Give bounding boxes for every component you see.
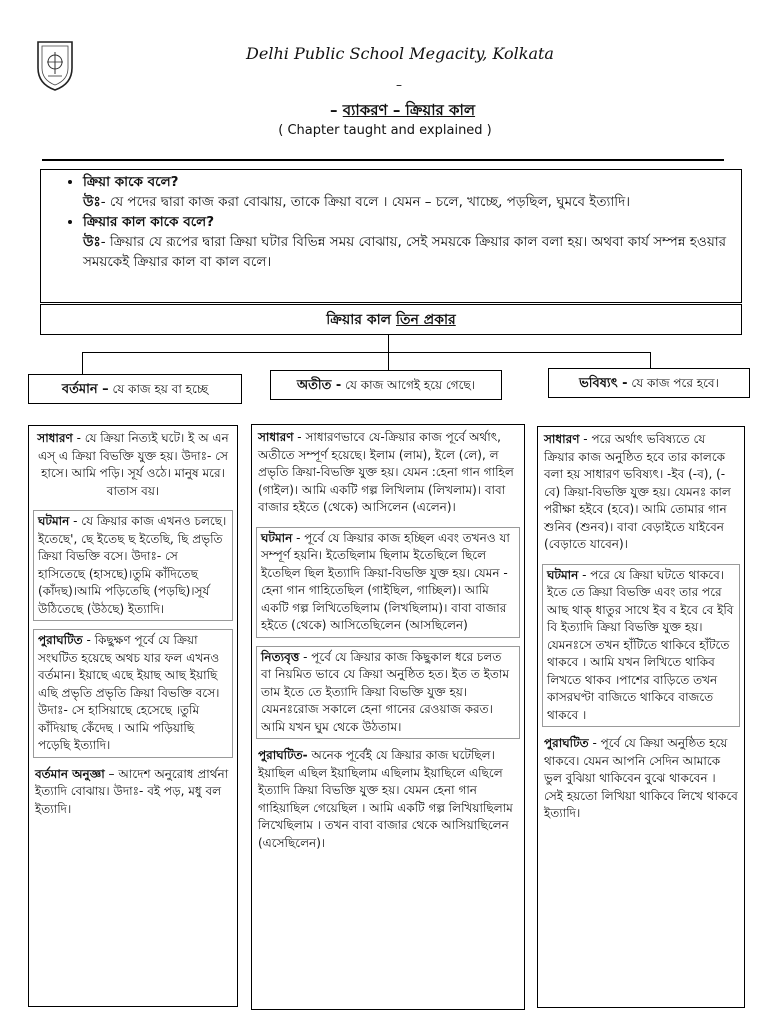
question-text: ক্রিয়া কাকে বলে? — [83, 174, 179, 190]
tense-future-header — [548, 368, 750, 398]
answer-prefix: উঃ — [83, 194, 101, 210]
tense-name: ভবিষ্যৎ - — [579, 376, 628, 391]
section-continuous: ঘটমান - পূর্বে যে ক্রিয়ার কাজ হচ্ছিল এবং তখনও যা সম্পূর্ণ হয়নি। ইতেছিলাম ছিলাম ইতেছিলে ছিলে ইতেছিল ছিল ইত্যাদি ক্রিয়া-বিভক্তি যুক্ত হয়। যেমন - হেনা গান গাহিতেছিল (গাইছিল, গাচ্ছিল)। আমি একটি গল্প লিখিতেছিলাম (লিখছিলাম)। বাবা বাজার হইতে (থেকে) আসিতেছিলেন (আসছিলেন) — [256, 527, 520, 638]
present-tense-column — [28, 425, 238, 1007]
connector-line — [388, 335, 389, 353]
tense-past-header — [270, 370, 502, 400]
section-continuous: ঘটমান - পরে যে ক্রিয়া ঘটতে থাকবে। ইতে তে ক্রিয়া বিভক্তি এবং তার পরে আছ থাক্ ধাতুর সাথে ইব ব ইবে বে ইবি বি ইত্যাদি ক্রিয়া বিভক্তি যুক্ত হয়। যেমনঃসে তখন হাঁটিতে থাকিবে হাঁটতে থাকবে । আমি যখন লিখিতে থাকিব লিখতে থাকব ।পাশের বাড়িতে তখন কাসরঘণ্টা বাজিতে থাকিবে বাজতে থাকবে । — [542, 564, 740, 728]
section-perfect: পুরাঘটিত- অনেক পূর্বেই যে ক্রিয়ার কাজ ঘটেছিল।ইয়াছিল এছিল ইয়াছিলাম এছিলাম ইয়াছিলে এছিলে ইত্যাদি ক্রিয়া বিভক্তি যুক্ত হয়। যেমন হেনা গান গাহিয়াছিল গেয়েছিল । আমি একটি গল্প লিখিয়াছিলাম লিখেছিলাম । তখন বাবা বাজার থেকে আসিয়াছিলেন (এসেছিলেন)। — [258, 748, 513, 850]
section-habitual: নিত্যবৃত্ত - পূর্বে যে ক্রিয়ার কাজ কিছুকাল ধরে চলত বা নিয়মিত ভাবে যে ক্রিয়া অনুষ্ঠিত হত। ইত ত ইতাম তাম ইতে তে ইত্যাদি ক্রিয়া বিভক্তি যুক্ত হয়। যেমনঃরোজ সকালে হেনা গানের রেওয়াজ করত। আমি যখন ঘুম থেকে উঠতাম। — [256, 646, 520, 740]
divider — [42, 159, 724, 161]
section-simple: সাধারণ - সাধারণভাবে যে-ক্রিয়ার কাজ পূর্বে অর্থাৎ, অতীতে সম্পূর্ণ হয়েছে। ইলাম (লাম), ইলে (লে), ল প্রভৃতি ক্রিয়া-বিভক্তি যুক্ত হয়। যেমন :হেনা গান গাহিল (গাইল)। আমি একটি গল্প লিখিলাম (লিখলাম)। বাবা বাজার হইতে (থেকে) আসিলেন (এলেন)। — [258, 430, 514, 514]
section-continuous: ঘটমান - যে ক্রিয়ার কাজ এখনও চলছে। ইতেছে', ছে ইতেছ ছ ইতেছি, ছি প্রভৃতি ক্রিয়া বিভক্তি বসে। উদাঃ- সে হাসিতেছে (হাসছে)।তুমি কাঁদিতেছ (কাঁদছ)।আমি পড়িতেছি (পড়ছি)।সূর্য উঠিতেছে (উঠছে) ইত্যাদি। — [33, 510, 233, 621]
question-item — [83, 172, 733, 212]
past-tense-column — [251, 424, 525, 1010]
connector-line — [388, 352, 389, 370]
section-simple: সাধারণ - যে ক্রিয়া নিত্যই ঘটে। ই অ এন এস্ এ ক্রিয়া বিভক্তি যুক্ত হয়। উদাঃ- সে হাসে। আমি পড়ি। সূর্য ওঠে। মানুষ মরে। বাতাস বয়। — [37, 431, 229, 498]
section-perfect: পুরাঘটিত - কিছুক্ষণ পূর্বে যে ক্রিয়া সংঘটিত হয়েছে অথচ যার ফল এখনও বর্তমান। ইয়াছে এছে ইয়াছ আছ ইয়াছি এছি প্রভৃতি প্রভৃতি ক্রিয়া বিভক্তি বসে। উদাঃ- সে হাসিয়াছে হেসেছে ।তুমি কাঁদিয়াছ কেঁদেছ । আমি পড়িয়াছি পড়েছি ইত্যাদি। — [33, 629, 233, 758]
title-text: ব্যাকরণ – ক্রিয়ার কাল — [342, 101, 476, 119]
section-simple: সাধারণ - পরে অর্থাৎ ভবিষ্যতে যে ক্রিয়ার কাজ অনুষ্ঠিত হবে তার কালকে বলা হয় সাধারণ ভবিষ্যৎ। -ইব (-ব), (-বে) ক্রিয়া-বিভক্তি যুক্ত হয়। যেমনঃ কাল পরীক্ষা হইবে (হবে)। আমি তোমার গান শুনিব (শুনব)। বাবা বেড়াইতে যাইবেন (বেড়াতে যাবেন)। — [544, 432, 731, 551]
school-name: Delhi Public School Megacity, Kolkata — [246, 44, 554, 63]
tense-present-header — [28, 374, 242, 404]
page-subtitle: ( Chapter taught and explained ) — [278, 123, 492, 138]
types-heading-main: ক্রিয়ার কাল — [326, 312, 396, 328]
tense-name: অতীত - — [296, 378, 342, 393]
connector-line — [82, 352, 83, 374]
page-title — [330, 99, 475, 124]
types-heading-underlined: তিন প্রকার — [396, 312, 456, 328]
future-tense-column — [537, 426, 745, 1008]
connector-line — [650, 352, 651, 368]
answer-text: - যে পদের দ্বারা কাজ করা বোঝায়, তাকে ক্রিয়া বলে । যেমন – চলে, খাচ্ছে, পড়ছিল, ঘুমবে ইত্যাদি। — [100, 194, 631, 210]
tense-desc: যে কাজ আগেই হয়ে গেছে। — [341, 378, 476, 392]
dash: – — [396, 78, 402, 92]
answer-text: - ক্রিয়ার যে রূপের দ্বারা ক্রিয়া ঘটার বিভিন্ন সময় বোঝায়, সেই সময়কে ক্রিয়ার কাল বলা হয়। অথবা কার্য সম্পন্ন হওয়ার সময়কেই ক্রিয়ার কাল বা কাল বলে। — [83, 234, 727, 270]
section-imperative: বর্তমান অনুজ্ঞা – আদেশ অনুরোধ প্রার্থনা ইত্যাদি বোঝায়। উদাঃ- বই পড়, মধু বল ইত্যাদি। — [35, 766, 229, 816]
school-logo — [34, 38, 76, 92]
definition-box — [40, 169, 742, 303]
question-text: ক্রিয়ার কাল কাকে বলে? — [83, 214, 215, 230]
question-item — [83, 212, 733, 272]
types-heading — [40, 304, 742, 335]
answer-prefix: উঃ — [83, 234, 101, 250]
tense-desc: যে কাজ পরে হবে। — [627, 376, 719, 390]
tense-desc: যে কাজ হয় বা হচ্ছে — [108, 382, 209, 396]
tense-name: বর্তমান – — [61, 382, 109, 397]
section-perfect: পুরাঘটিত - পূর্বে যে ক্রিয়া অনুষ্ঠিত হয়ে থাকবে। যেমন আপনি সেদিন আমাকে ভুল বুঝিয়া থাকিবেন বুঝে থাকবেন । সেই হয়তো লিখিয়া থাকিবে লিখে থাকবে ইত্যাদি। — [544, 736, 738, 820]
title-prefix: – — [330, 101, 338, 119]
connector-line — [82, 352, 650, 353]
